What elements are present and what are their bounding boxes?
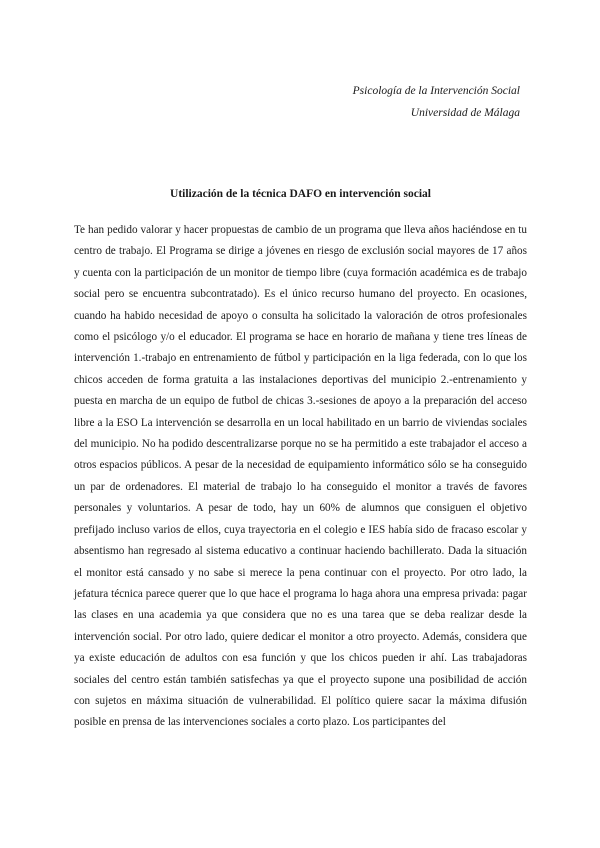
header-course: Psicología de la Intervención Social <box>352 85 520 97</box>
header <box>353 80 520 124</box>
document-title: Utilización de la técnica DAFO en intervención social <box>170 188 431 200</box>
header-university: Universidad de Málaga <box>410 107 520 119</box>
body-paragraph: Te han pedido valorar y hacer propuestas de cambio de un programa que lleva años haciéndose en tu centro de trabajo. El Programa se dirige a jóvenes en riesgo de exclusión social mayores de 17 años y cuenta con la participación de un monitor de tiempo libre (cuya formación académica es de trabajo social pero se encuentra subcontratado). Es el único recurso humano del proyecto. En ocasiones, cuando ha habido necesidad de apoyo o consulta ha solicitado la valoración de otros profesionales como el psicólogo y/o el educador. El programa se hace en horario de mañana y tiene tres líneas de intervención 1.-trabajo en entrenamiento de fútbol y participación en la liga federada, con lo que los chicos acceden de forma gratuita a las instalaciones deportivas del municipio 2.-entrenamiento y puesta en marcha de un equipo de futbol de chicas 3.-sesiones de apoyo a la preparación del acceso libre a la ESO La intervención se desarrolla en un local habilitado en un barrio de viviendas sociales del municipio. No ha podido descentralizarse porque no se ha permitido a este trabajador el acceso a otros espacios públicos. A pesar de la necesidad de equipamiento informático sólo se ha conseguido un par de ordenadores. El material de trabajo lo ha conseguido el monitor a través de favores personales y voluntarios. A pesar de todo, hay un 60% de alumnos que consiguen el objetivo prefijado incluso varios de ellos, cuya trayectoria en el colegio e IES había sido de fracaso escolar y absentismo han regresado al sistema educativo a continuar haciendo bachillerato. Dada la situación el monitor está cansado y no sabe si merece la pena continuar con el proyecto. Por otro lado, la jefatura técnica parece querer que lo que hace el programa lo haga ahora una empresa privada: pagar las clases en una academia ya que considera que no es una tarea que se deba realizar desde la intervención social. Por otro lado, quiere dedicar el monitor a otro proyecto. Además, considera que ya existe educación de adultos con esa función y que los chicos pueden ir ahí. Las trabajadoras sociales del centro están también satisfechas ya que el proyecto supone una posibilidad de acción con sujetos en máxima situación de vulnerabilidad. El político quiere sacar la máxima difusión posible en prensa de las intervenciones sociales a corto plazo. Los participantes del <box>74 224 527 729</box>
